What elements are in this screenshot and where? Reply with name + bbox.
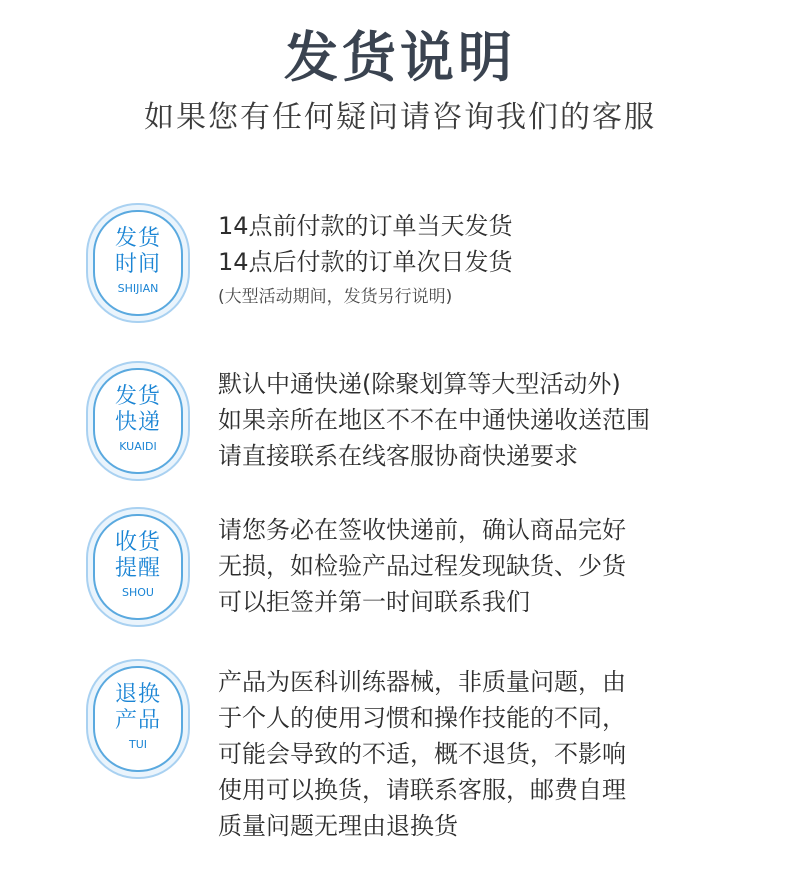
badge-line1: 发货 bbox=[114, 384, 161, 409]
badge-line2: 提醒 bbox=[114, 556, 161, 581]
badge-courier bbox=[93, 368, 183, 474]
text-line: 使用可以换货，请联系客服，邮费自理 bbox=[218, 776, 626, 804]
page-subtitle: 如果您有任何疑问请咨询我们的客服 bbox=[144, 100, 656, 135]
badge-line1: 收货 bbox=[114, 530, 161, 555]
badge-line1: 发货 bbox=[114, 226, 161, 251]
badge-line1: 退换 bbox=[114, 682, 161, 707]
text-line: 无损，如检验产品过程发现缺货、少货 bbox=[218, 552, 626, 580]
text-line: 请直接联系在线客服协商快递要求 bbox=[218, 442, 578, 470]
badge-en: KUAIDI bbox=[119, 440, 157, 453]
text-line: 可能会导致的不适，概不退货，不影响 bbox=[218, 740, 626, 768]
badge-line2: 快递 bbox=[114, 410, 161, 435]
text-line: 可以拒签并第一时间联系我们 bbox=[218, 588, 530, 616]
badge-shipping-time bbox=[93, 210, 183, 316]
text-line: 14点前付款的订单当天发货 bbox=[218, 212, 513, 240]
text-note: (大型活动期间，发货另行说明) bbox=[218, 287, 453, 307]
badge-returns bbox=[93, 666, 183, 772]
badge-en: TUI bbox=[128, 738, 147, 751]
section-text bbox=[218, 664, 788, 844]
page-title: 发货说明 bbox=[284, 26, 516, 89]
text-line: 如果亲所在地区不不在中通快递收送范围 bbox=[218, 406, 650, 434]
text-line: 于个人的使用习惯和操作技能的不同， bbox=[218, 704, 626, 732]
text-line: 请您务必在签收快递前，确认商品完好 bbox=[218, 516, 626, 544]
section-text bbox=[218, 208, 788, 312]
badge-en: SHOU bbox=[122, 586, 154, 599]
badge-line2: 时间 bbox=[114, 252, 161, 277]
badge-en: SHIJIAN bbox=[117, 282, 159, 295]
badge-line2: 产品 bbox=[114, 708, 161, 733]
section-text bbox=[218, 366, 788, 474]
text-line: 14点后付款的订单次日发货 bbox=[218, 248, 513, 276]
text-line: 产品为医科训练器械，非质量问题，由 bbox=[218, 668, 626, 696]
text-line: 质量问题无理由退换货 bbox=[218, 812, 458, 840]
text-line: 默认中通快递(除聚划算等大型活动外) bbox=[218, 370, 621, 398]
badge-receipt bbox=[93, 514, 183, 620]
section-text bbox=[218, 512, 788, 620]
